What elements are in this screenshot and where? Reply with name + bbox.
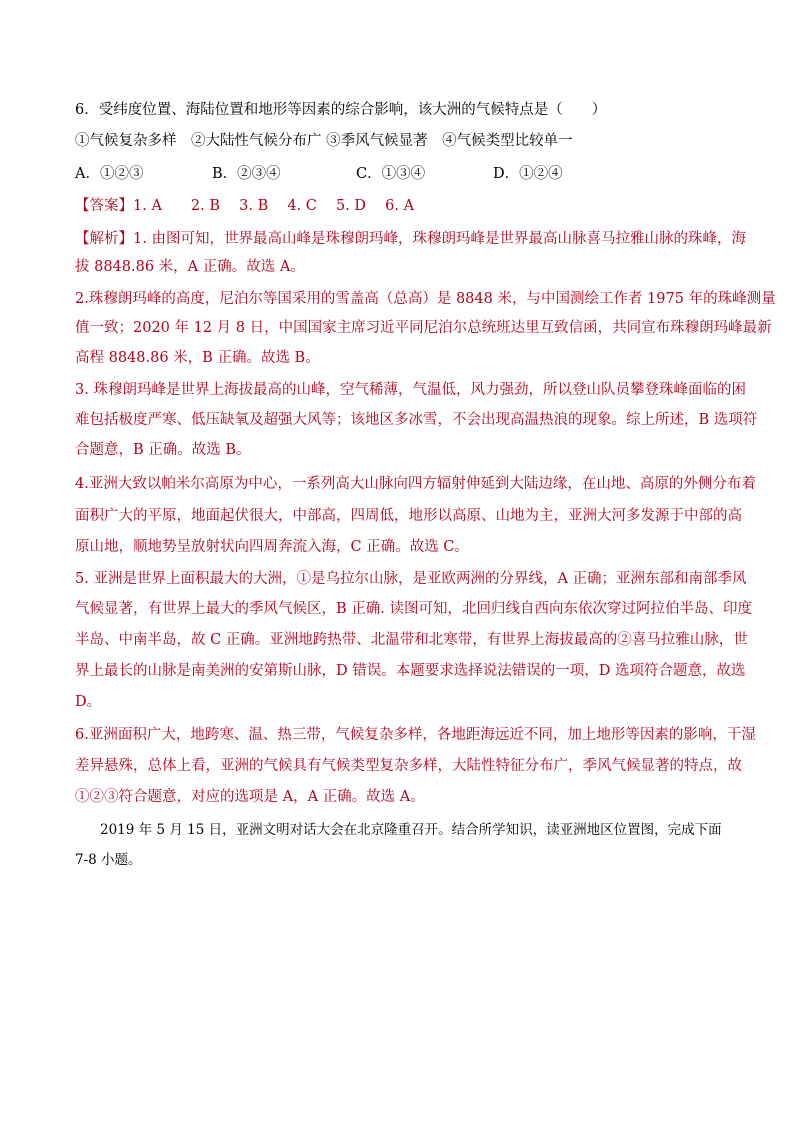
analysis-label: 【解析】 <box>75 231 133 247</box>
option-a: A．①②③ <box>75 166 144 182</box>
analysis-line: 合题意，B 正确。故选 B。 <box>75 442 251 458</box>
intro-line: 7-8 小题。 <box>75 852 142 868</box>
question-6-statements: ①气候复杂多样 ②大陆性气候分布广 ③季风气候显著 ④气候类型比较单一 <box>75 133 573 149</box>
answer-text: 1. A 2. B 3. B 4. C 5. D 6. A <box>133 198 415 214</box>
option-d: D．①②④ <box>493 166 563 182</box>
analysis-line: 2.珠穆朗玛峰的高度，尼泊尔等国采用的雪盖高（总高）是 8848 米，与中国测绘工作者 1975 年的珠峰测量 <box>75 291 776 307</box>
intro-line: 2019 年 5 月 15 日，亚洲文明对话大会在北京隆重召开。结合所学知识，读亚洲地区位置图，完成下面 <box>100 822 722 838</box>
analysis-line: 原山地，顺地势呈放射状向四周奔流入海，C 正确。故选 C。 <box>75 539 469 555</box>
analysis-line: 界上最长的山脉是南美洲的安第斯山脉，D 错误。本题要求选择说法错误的一项，D 选项符合题意，故选 <box>75 663 746 679</box>
analysis-line: 6.亚洲面积广大，地跨寒、温、热三带，气候复杂多样，各地距海远近不同，加上地形等因素的影响，干湿 <box>75 727 756 743</box>
analysis-line: 值一致；2020 年 12 月 8 日，中国国家主席习近平同尼泊尔总统班达里互致信函，共同宣布珠穆朗玛峰最新 <box>75 320 772 336</box>
analysis-line: ①②③符合题意，对应的选项是 A，A 正确。故选 A。 <box>75 789 425 805</box>
analysis-line: 半岛、中南半岛，故 C 正确。亚洲地跨热带、北温带和北寒带，有世界上海拔最高的②喜马拉雅山脉，世 <box>75 632 748 648</box>
analysis-line <box>75 229 746 249</box>
analysis-line: D。 <box>75 694 102 710</box>
question-6-options <box>75 164 734 184</box>
answer-line <box>75 196 734 216</box>
analysis-text: 1. 由图可知，世界最高山峰是珠穆朗玛峰，珠穆朗玛峰是世界最高山脉喜马拉雅山脉的珠峰，海 <box>133 231 746 247</box>
analysis-line: 3. 珠穆朗玛峰是世界上海拔最高的山峰，空气稀薄，气温低，风力强劲，所以登山队员攀登珠峰面临的困 <box>75 382 746 398</box>
analysis-line: 差异悬殊，总体上看，亚洲的气候具有气候类型复杂多样，大陆性特征分布广，季风气候显著的特点，故 <box>75 758 742 774</box>
question-6-stem: 6．受纬度位置、海陆位置和地形等因素的综合影响，该大洲的气候特点是（ ） <box>75 102 607 118</box>
analysis-line: 拔 8848.86 米，A 正确。故选 A。 <box>75 259 305 275</box>
analysis-line: 难包括极度严寒、低压缺氧及超强大风等；该地区多冰雪，不会出现高温热浪的现象。综上所述，B 选项符 <box>75 412 758 428</box>
analysis-line: 4.亚洲大致以帕米尔高原为中心，一系列高大山脉向四方辐射伸延到大陆边缘，在山地、高原的外侧分布着 <box>75 476 756 492</box>
option-c: C．①③④ <box>356 166 426 182</box>
analysis-line: 高程 8848.86 米，B 正确。故选 B。 <box>75 350 320 366</box>
option-b: B．②③④ <box>212 166 281 182</box>
answer-label: 【答案】 <box>75 198 133 214</box>
analysis-line: 5. 亚洲是世界上面积最大的大洲，①是乌拉尔山脉，是亚欧两洲的分界线，A 正确；亚洲东部和南部季风 <box>75 571 747 587</box>
analysis-line: 面积广大的平原，地面起伏很大，中部高，四周低，地形以高原、山地为主，亚洲大河多发源于中部的高 <box>75 508 742 524</box>
analysis-line: 气候显著，有世界上最大的季风气候区，B 正确. 读图可知，北回归线自西向东依次穿过阿拉伯半岛、印度 <box>75 601 752 617</box>
